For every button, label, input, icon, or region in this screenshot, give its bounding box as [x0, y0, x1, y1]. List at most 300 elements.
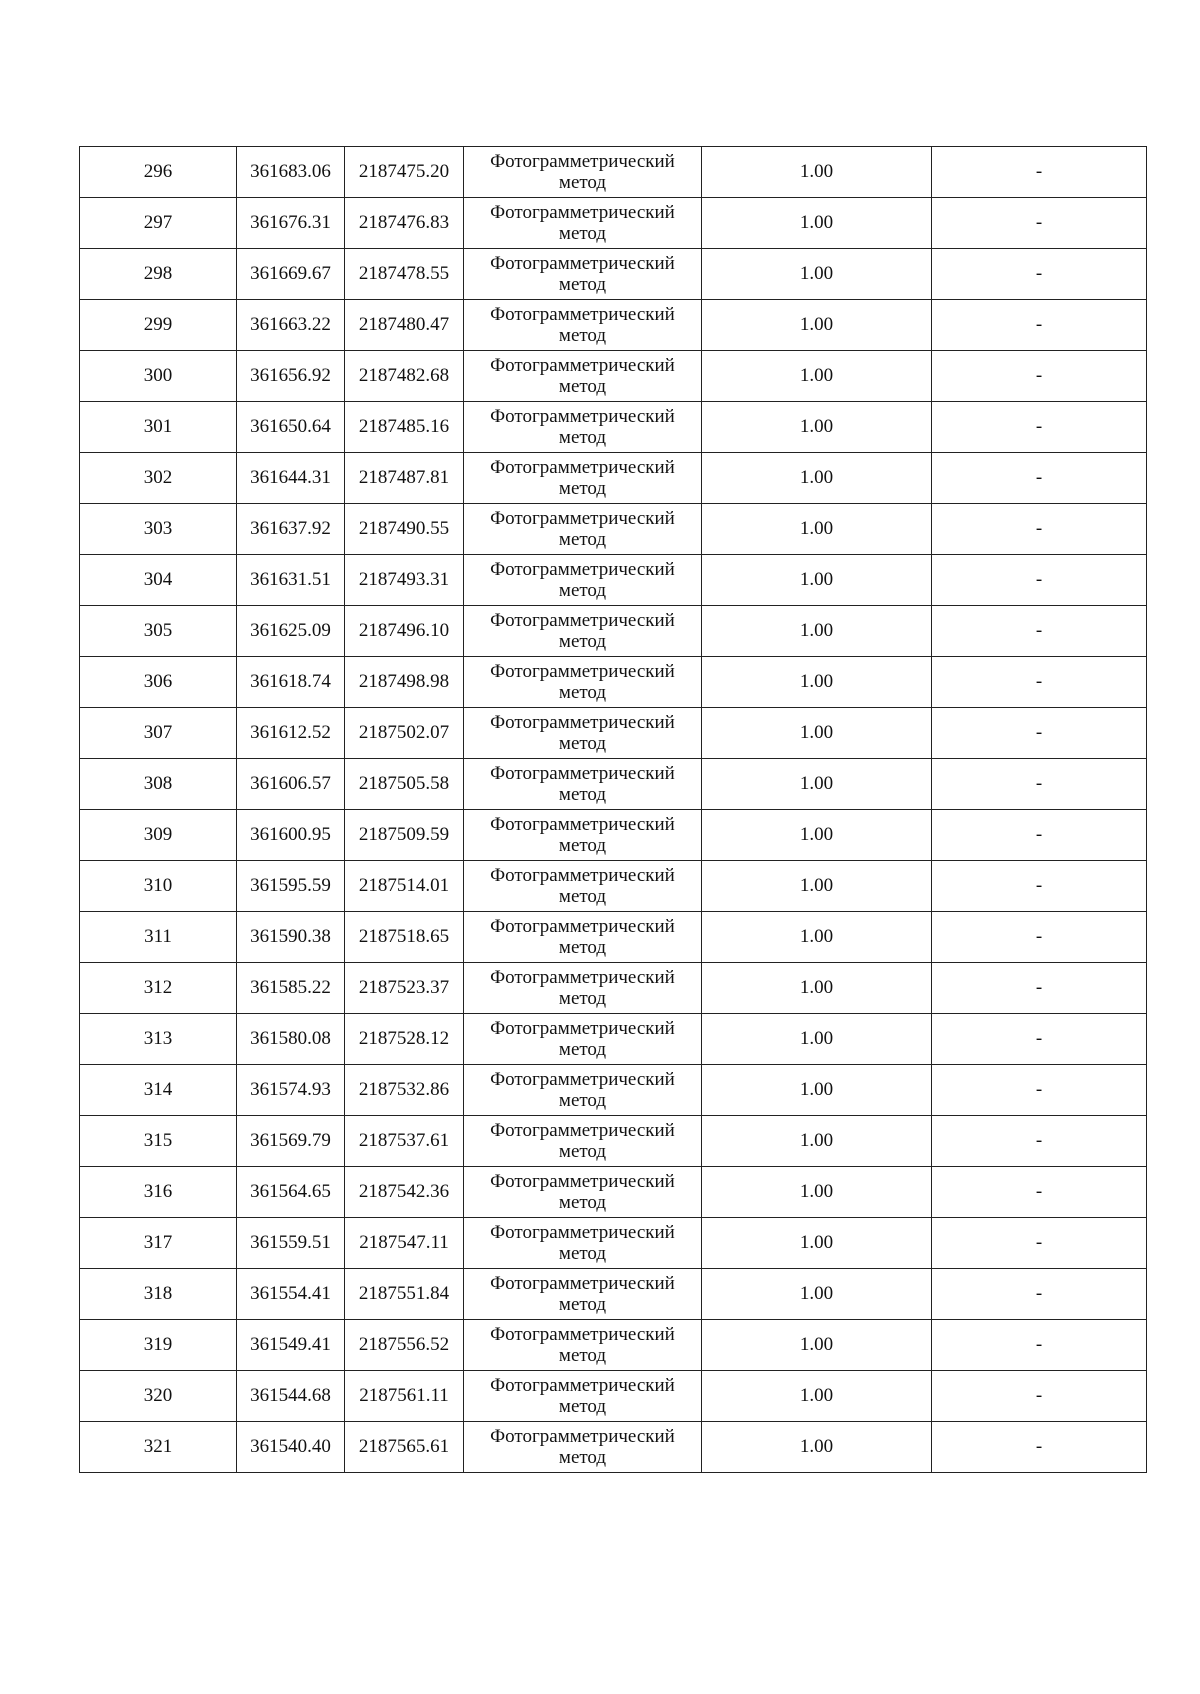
method-text: Фотограмметрический метод: [490, 661, 675, 703]
y-coordinate: 2187475.20: [358, 161, 450, 182]
y-coordinate: 2187476.83: [358, 212, 450, 233]
x-coordinate-cell: [237, 606, 345, 657]
point-number: 309: [143, 824, 173, 845]
note-value: -: [1035, 1334, 1043, 1355]
point-number-cell: [80, 1014, 237, 1065]
accuracy-cell: [702, 1167, 932, 1218]
method-cell: [464, 1014, 702, 1065]
note-cell: [932, 1014, 1147, 1065]
accuracy-cell: [702, 1218, 932, 1269]
method-text: Фотограмметрический метод: [490, 355, 675, 397]
point-number: 314: [143, 1079, 173, 1100]
point-number: 312: [143, 977, 173, 998]
point-number: 305: [143, 620, 173, 641]
method-cell: [464, 1371, 702, 1422]
point-number: 308: [143, 773, 173, 794]
y-coordinate: 2187480.47: [358, 314, 450, 335]
table-row: [80, 1269, 1147, 1320]
accuracy-cell: [702, 1014, 932, 1065]
note-cell: [932, 147, 1147, 198]
x-coordinate-cell: [237, 1014, 345, 1065]
y-coordinate: 2187542.36: [358, 1181, 450, 1202]
table-row: [80, 402, 1147, 453]
accuracy-cell: [702, 1422, 932, 1473]
y-coordinate: 2187498.98: [358, 671, 450, 692]
y-coordinate-cell: [345, 1320, 464, 1371]
y-coordinate: 2187551.84: [358, 1283, 450, 1304]
accuracy-value: 1.00: [799, 1079, 834, 1100]
accuracy-cell: [702, 1065, 932, 1116]
point-number: 296: [143, 161, 173, 182]
x-coordinate-cell: [237, 1065, 345, 1116]
table-row: [80, 1116, 1147, 1167]
note-cell: [932, 1422, 1147, 1473]
point-number: 311: [144, 926, 172, 947]
x-coordinate: 361676.31: [250, 212, 331, 233]
note-value: -: [1035, 1232, 1043, 1253]
y-coordinate-cell: [345, 1014, 464, 1065]
y-coordinate: 2187478.55: [358, 263, 450, 284]
note-value: -: [1035, 926, 1043, 947]
point-number-cell: [80, 249, 237, 300]
note-value: -: [1035, 263, 1043, 284]
y-coordinate-cell: [345, 1269, 464, 1320]
note-value: -: [1035, 824, 1043, 845]
point-number-cell: [80, 351, 237, 402]
note-value: -: [1035, 212, 1043, 233]
note-value: -: [1035, 416, 1043, 437]
y-coordinate: 2187518.65: [358, 926, 450, 947]
table-row: [80, 249, 1147, 300]
x-coordinate-cell: [237, 402, 345, 453]
y-coordinate-cell: [345, 1065, 464, 1116]
method-text: Фотограмметрический метод: [490, 916, 675, 958]
x-coordinate: 361549.41: [250, 1334, 331, 1355]
point-number-cell: [80, 708, 237, 759]
point-number-cell: [80, 147, 237, 198]
accuracy-cell: [702, 555, 932, 606]
method-text: Фотограмметрический метод: [490, 1324, 675, 1366]
x-coordinate-cell: [237, 657, 345, 708]
x-coordinate-cell: [237, 963, 345, 1014]
table-row: [80, 606, 1147, 657]
note-cell: [932, 708, 1147, 759]
x-coordinate: 361544.68: [250, 1385, 331, 1406]
x-coordinate: 361559.51: [250, 1232, 331, 1253]
method-text: Фотограмметрический метод: [490, 406, 675, 448]
point-number-cell: [80, 606, 237, 657]
y-coordinate-cell: [345, 606, 464, 657]
note-cell: [932, 1371, 1147, 1422]
y-coordinate: 2187532.86: [358, 1079, 450, 1100]
accuracy-cell: [702, 912, 932, 963]
method-cell: [464, 249, 702, 300]
x-coordinate: 361683.06: [250, 161, 331, 182]
y-coordinate-cell: [345, 708, 464, 759]
accuracy-value: 1.00: [799, 977, 834, 998]
point-number-cell: [80, 1422, 237, 1473]
method-cell: [464, 1218, 702, 1269]
y-coordinate-cell: [345, 402, 464, 453]
accuracy-cell: [702, 606, 932, 657]
x-coordinate-cell: [237, 249, 345, 300]
x-coordinate-cell: [237, 198, 345, 249]
point-number-cell: [80, 1218, 237, 1269]
accuracy-cell: [702, 861, 932, 912]
table-row: [80, 1167, 1147, 1218]
point-number: 319: [143, 1334, 173, 1355]
accuracy-cell: [702, 708, 932, 759]
method-text: Фотограмметрический метод: [490, 1222, 675, 1264]
point-number: 321: [143, 1436, 173, 1457]
accuracy-value: 1.00: [799, 212, 834, 233]
accuracy-value: 1.00: [799, 875, 834, 896]
coordinates-table: [79, 146, 1147, 1473]
x-coordinate: 361600.95: [250, 824, 331, 845]
accuracy-value: 1.00: [799, 926, 834, 947]
point-number: 301: [143, 416, 173, 437]
point-number: 315: [143, 1130, 173, 1151]
x-coordinate-cell: [237, 1116, 345, 1167]
point-number-cell: [80, 504, 237, 555]
point-number-cell: [80, 555, 237, 606]
point-number-cell: [80, 300, 237, 351]
table-row: [80, 504, 1147, 555]
method-text: Фотограмметрический метод: [490, 1273, 675, 1315]
point-number: 298: [143, 263, 173, 284]
x-coordinate-cell: [237, 1269, 345, 1320]
note-value: -: [1035, 1130, 1043, 1151]
point-number-cell: [80, 453, 237, 504]
point-number-cell: [80, 963, 237, 1014]
table-row: [80, 1371, 1147, 1422]
method-text: Фотограмметрический метод: [490, 814, 675, 856]
accuracy-value: 1.00: [799, 314, 834, 335]
note-cell: [932, 1218, 1147, 1269]
y-coordinate-cell: [345, 351, 464, 402]
x-coordinate-cell: [237, 1371, 345, 1422]
note-cell: [932, 861, 1147, 912]
note-value: -: [1035, 671, 1043, 692]
method-cell: [464, 198, 702, 249]
method-cell: [464, 1422, 702, 1473]
y-coordinate-cell: [345, 453, 464, 504]
x-coordinate: 361669.67: [250, 263, 331, 284]
method-cell: [464, 861, 702, 912]
x-coordinate-cell: [237, 1422, 345, 1473]
table-row: [80, 1014, 1147, 1065]
accuracy-value: 1.00: [799, 620, 834, 641]
y-coordinate-cell: [345, 1371, 464, 1422]
note-cell: [932, 300, 1147, 351]
y-coordinate: 2187502.07: [358, 722, 450, 743]
accuracy-cell: [702, 810, 932, 861]
note-cell: [932, 351, 1147, 402]
y-coordinate-cell: [345, 249, 464, 300]
point-number: 302: [143, 467, 173, 488]
y-coordinate: 2187485.16: [358, 416, 450, 437]
x-coordinate: 361637.92: [250, 518, 331, 539]
table-row: [80, 657, 1147, 708]
x-coordinate: 361554.41: [250, 1283, 331, 1304]
table-row: [80, 1218, 1147, 1269]
accuracy-value: 1.00: [799, 1181, 834, 1202]
x-coordinate: 361595.59: [250, 875, 331, 896]
point-number-cell: [80, 912, 237, 963]
note-cell: [932, 1167, 1147, 1218]
accuracy-value: 1.00: [799, 467, 834, 488]
y-coordinate-cell: [345, 861, 464, 912]
x-coordinate: 361618.74: [250, 671, 331, 692]
method-text: Фотограмметрический метод: [490, 1069, 675, 1111]
note-value: -: [1035, 467, 1043, 488]
table-row: [80, 810, 1147, 861]
method-cell: [464, 351, 702, 402]
x-coordinate: 361606.57: [250, 773, 331, 794]
method-cell: [464, 300, 702, 351]
accuracy-cell: [702, 351, 932, 402]
x-coordinate: 361625.09: [250, 620, 331, 641]
note-value: -: [1035, 518, 1043, 539]
note-cell: [932, 1065, 1147, 1116]
point-number: 297: [143, 212, 173, 233]
note-value: -: [1035, 161, 1043, 182]
accuracy-value: 1.00: [799, 518, 834, 539]
note-cell: [932, 198, 1147, 249]
accuracy-cell: [702, 249, 932, 300]
y-coordinate: 2187523.37: [358, 977, 450, 998]
table-row: [80, 555, 1147, 606]
point-number-cell: [80, 1269, 237, 1320]
method-text: Фотограмметрический метод: [490, 253, 675, 295]
x-coordinate-cell: [237, 912, 345, 963]
y-coordinate: 2187556.52: [358, 1334, 450, 1355]
y-coordinate-cell: [345, 198, 464, 249]
method-cell: [464, 1065, 702, 1116]
point-number: 306: [143, 671, 173, 692]
x-coordinate-cell: [237, 300, 345, 351]
y-coordinate-cell: [345, 810, 464, 861]
table-row: [80, 351, 1147, 402]
method-text: Фотограмметрический метод: [490, 610, 675, 652]
method-cell: [464, 912, 702, 963]
x-coordinate: 361540.40: [250, 1436, 331, 1457]
y-coordinate: 2187565.61: [358, 1436, 450, 1457]
x-coordinate-cell: [237, 453, 345, 504]
method-cell: [464, 657, 702, 708]
point-number-cell: [80, 861, 237, 912]
method-cell: [464, 606, 702, 657]
x-coordinate: 361585.22: [250, 977, 331, 998]
x-coordinate-cell: [237, 810, 345, 861]
x-coordinate-cell: [237, 759, 345, 810]
point-number: 313: [143, 1028, 173, 1049]
x-coordinate: 361590.38: [250, 926, 331, 947]
point-number: 304: [143, 569, 173, 590]
accuracy-value: 1.00: [799, 1385, 834, 1406]
accuracy-cell: [702, 1320, 932, 1371]
point-number-cell: [80, 1371, 237, 1422]
x-coordinate: 361569.79: [250, 1130, 331, 1151]
method-text: Фотограмметрический метод: [490, 1120, 675, 1162]
accuracy-value: 1.00: [799, 569, 834, 590]
table-row: [80, 1065, 1147, 1116]
accuracy-value: 1.00: [799, 1028, 834, 1049]
note-cell: [932, 249, 1147, 300]
method-cell: [464, 810, 702, 861]
accuracy-value: 1.00: [799, 1283, 834, 1304]
table-row: [80, 1422, 1147, 1473]
y-coordinate: 2187505.58: [358, 773, 450, 794]
x-coordinate: 361564.65: [250, 1181, 331, 1202]
note-cell: [932, 1320, 1147, 1371]
point-number-cell: [80, 1167, 237, 1218]
accuracy-value: 1.00: [799, 671, 834, 692]
y-coordinate: 2187547.11: [359, 1232, 449, 1253]
accuracy-cell: [702, 963, 932, 1014]
y-coordinate-cell: [345, 963, 464, 1014]
method-text: Фотограмметрический метод: [490, 712, 675, 754]
note-cell: [932, 504, 1147, 555]
note-value: -: [1035, 722, 1043, 743]
note-value: -: [1035, 569, 1043, 590]
table-row: [80, 1320, 1147, 1371]
note-value: -: [1035, 1079, 1043, 1100]
y-coordinate: 2187509.59: [358, 824, 450, 845]
accuracy-value: 1.00: [799, 1334, 834, 1355]
method-text: Фотограмметрический метод: [490, 1171, 675, 1213]
method-text: Фотограмметрический метод: [490, 763, 675, 805]
method-text: Фотограмметрический метод: [490, 1375, 675, 1417]
method-text: Фотограмметрический метод: [490, 457, 675, 499]
note-cell: [932, 606, 1147, 657]
accuracy-value: 1.00: [799, 1130, 834, 1151]
note-cell: [932, 759, 1147, 810]
x-coordinate-cell: [237, 861, 345, 912]
note-cell: [932, 1116, 1147, 1167]
method-cell: [464, 963, 702, 1014]
method-cell: [464, 759, 702, 810]
point-number: 317: [143, 1232, 173, 1253]
accuracy-cell: [702, 657, 932, 708]
method-text: Фотограмметрический метод: [490, 559, 675, 601]
method-cell: [464, 708, 702, 759]
x-coordinate-cell: [237, 351, 345, 402]
y-coordinate: 2187482.68: [358, 365, 450, 386]
accuracy-value: 1.00: [799, 416, 834, 437]
table-row: [80, 759, 1147, 810]
method-cell: [464, 555, 702, 606]
accuracy-cell: [702, 402, 932, 453]
method-text: Фотограмметрический метод: [490, 202, 675, 244]
y-coordinate-cell: [345, 1218, 464, 1269]
x-coordinate: 361656.92: [250, 365, 331, 386]
method-cell: [464, 402, 702, 453]
x-coordinate-cell: [237, 708, 345, 759]
method-cell: [464, 147, 702, 198]
method-cell: [464, 453, 702, 504]
point-number-cell: [80, 402, 237, 453]
method-text: Фотограмметрический метод: [490, 508, 675, 550]
x-coordinate-cell: [237, 504, 345, 555]
point-number: 299: [143, 314, 173, 335]
accuracy-cell: [702, 198, 932, 249]
point-number: 320: [143, 1385, 173, 1406]
y-coordinate-cell: [345, 1116, 464, 1167]
point-number-cell: [80, 1065, 237, 1116]
point-number: 310: [143, 875, 173, 896]
table-row: [80, 912, 1147, 963]
note-cell: [932, 963, 1147, 1014]
method-text: Фотограмметрический метод: [490, 151, 675, 193]
method-text: Фотограмметрический метод: [490, 967, 675, 1009]
y-coordinate-cell: [345, 555, 464, 606]
method-text: Фотограмметрический метод: [490, 1426, 675, 1468]
method-text: Фотограмметрический метод: [490, 304, 675, 346]
accuracy-cell: [702, 1269, 932, 1320]
note-value: -: [1035, 1028, 1043, 1049]
note-cell: [932, 555, 1147, 606]
x-coordinate: 361580.08: [250, 1028, 331, 1049]
method-text: Фотограмметрический метод: [490, 1018, 675, 1060]
note-cell: [932, 1269, 1147, 1320]
y-coordinate: 2187493.31: [358, 569, 450, 590]
table-row: [80, 453, 1147, 504]
accuracy-cell: [702, 504, 932, 555]
y-coordinate-cell: [345, 1167, 464, 1218]
note-cell: [932, 402, 1147, 453]
note-value: -: [1035, 620, 1043, 641]
method-cell: [464, 1116, 702, 1167]
point-number: 318: [143, 1283, 173, 1304]
method-text: Фотограмметрический метод: [490, 865, 675, 907]
note-value: -: [1035, 1385, 1043, 1406]
accuracy-value: 1.00: [799, 773, 834, 794]
method-cell: [464, 1167, 702, 1218]
point-number: 300: [143, 365, 173, 386]
accuracy-value: 1.00: [799, 1232, 834, 1253]
point-number: 316: [143, 1181, 173, 1202]
method-cell: [464, 1269, 702, 1320]
accuracy-cell: [702, 1371, 932, 1422]
table-row: [80, 963, 1147, 1014]
note-cell: [932, 657, 1147, 708]
note-value: -: [1035, 365, 1043, 386]
table-row: [80, 147, 1147, 198]
table-row: [80, 198, 1147, 249]
point-number: 307: [143, 722, 173, 743]
note-value: -: [1035, 1436, 1043, 1457]
point-number-cell: [80, 657, 237, 708]
point-number-cell: [80, 810, 237, 861]
accuracy-value: 1.00: [799, 824, 834, 845]
y-coordinate-cell: [345, 1422, 464, 1473]
y-coordinate: 2187537.61: [358, 1130, 450, 1151]
x-coordinate-cell: [237, 555, 345, 606]
x-coordinate-cell: [237, 147, 345, 198]
method-cell: [464, 1320, 702, 1371]
note-cell: [932, 453, 1147, 504]
note-cell: [932, 810, 1147, 861]
accuracy-value: 1.00: [799, 263, 834, 284]
note-value: -: [1035, 977, 1043, 998]
x-coordinate: 361650.64: [250, 416, 331, 437]
x-coordinate: 361574.93: [250, 1079, 331, 1100]
y-coordinate-cell: [345, 912, 464, 963]
y-coordinate-cell: [345, 147, 464, 198]
accuracy-value: 1.00: [799, 722, 834, 743]
point-number-cell: [80, 198, 237, 249]
